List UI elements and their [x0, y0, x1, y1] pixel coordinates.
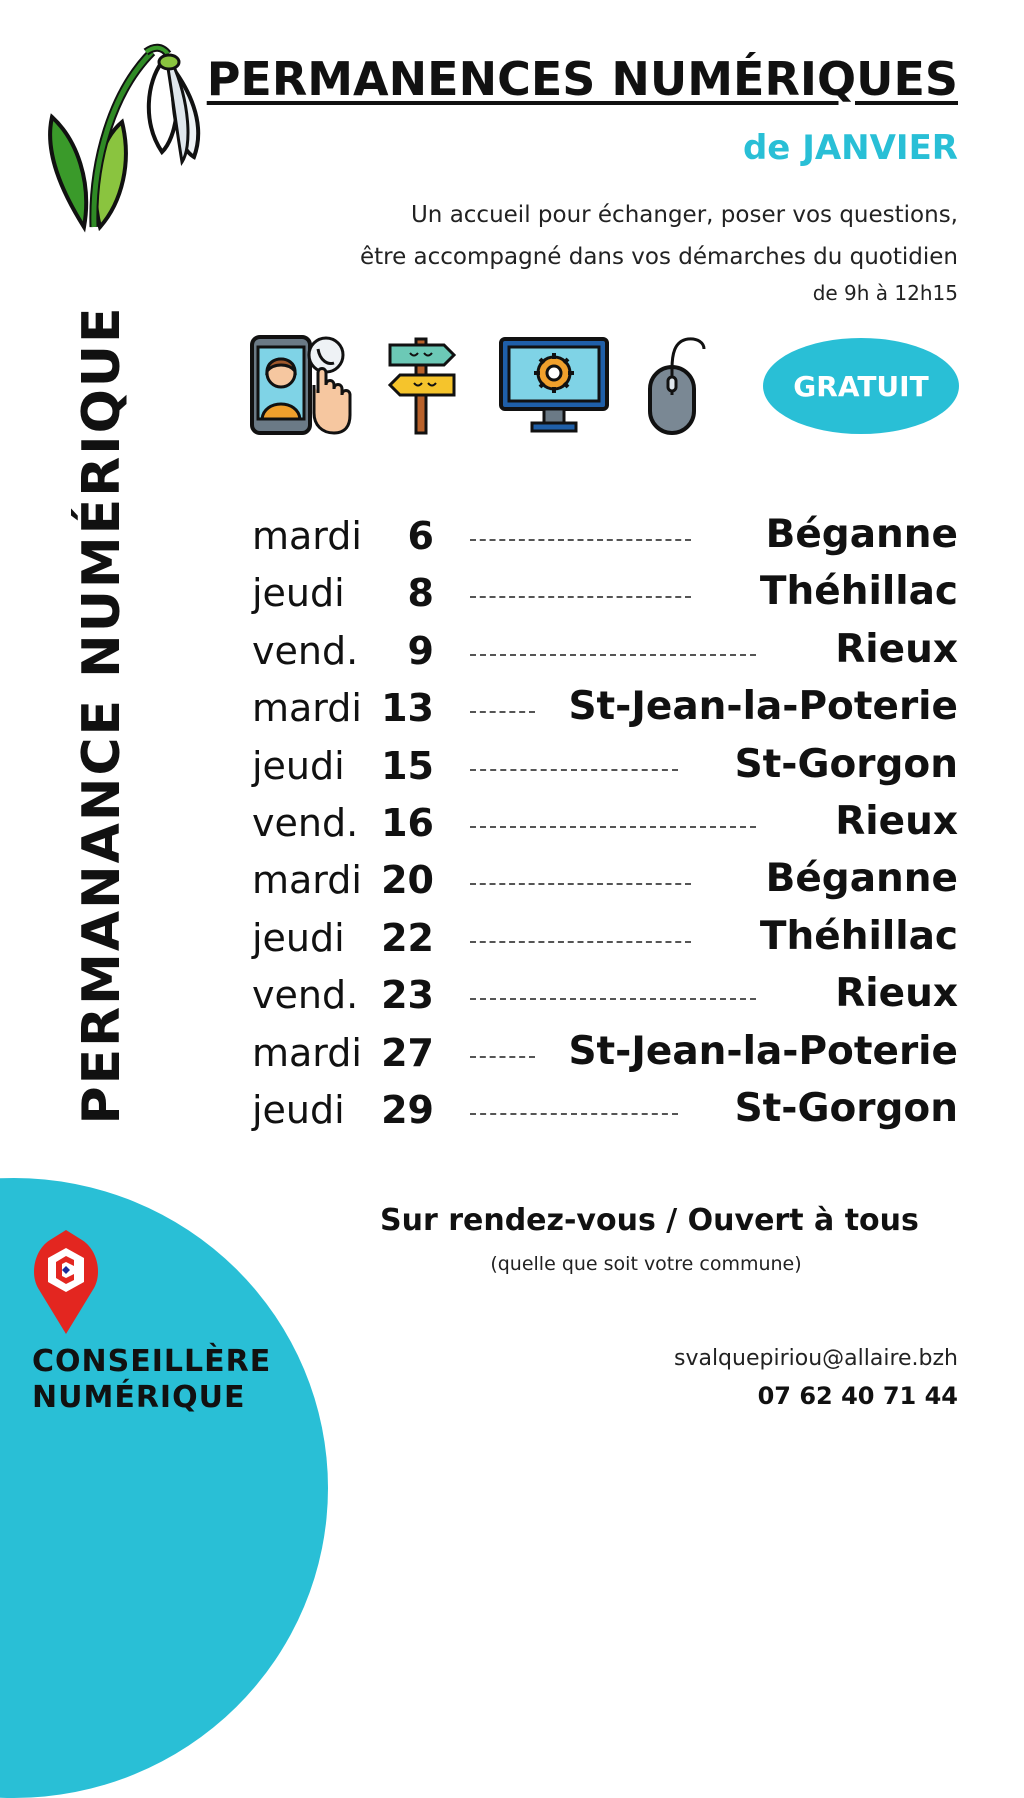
schedule-date: 15 [381, 743, 434, 788]
schedule-dash-leader [470, 1056, 535, 1058]
schedule-row [252, 795, 958, 852]
schedule-list [252, 508, 958, 1139]
schedule-day: vend. [252, 973, 359, 1018]
schedule-date: 6 [407, 514, 434, 558]
schedule-dash-leader [470, 769, 678, 771]
schedule-dash-leader [470, 998, 756, 1000]
intro-line-1: Un accueil pour échanger, poser vos questions, [410, 202, 958, 228]
commune-note: (quelle que soit votre commune) [490, 1253, 802, 1275]
page-title: PERMANENCES NUMÉRIQUES [206, 52, 958, 106]
schedule-row [252, 852, 958, 909]
schedule-date: 13 [381, 686, 434, 731]
schedule-row [252, 967, 958, 1024]
schedule-date: 9 [407, 628, 434, 673]
schedule-row [252, 738, 958, 795]
role-line-1: CONSEILLÈRE [32, 1344, 272, 1379]
schedule-place: St-Jean-la-Poterie [568, 1028, 958, 1074]
schedule-place: St-Gorgon [734, 741, 958, 787]
free-badge: GRATUIT [763, 338, 959, 434]
schedule-dash-leader [470, 941, 691, 943]
schedule-place: Rieux [835, 626, 958, 672]
schedule-row [252, 565, 958, 622]
schedule-place: Béganne [765, 512, 958, 557]
schedule-row [252, 1025, 958, 1082]
schedule-dash-leader [470, 883, 691, 885]
schedule-dash-leader [470, 654, 756, 656]
mouse-icon [644, 333, 708, 437]
computer-settings-icon [498, 333, 610, 437]
appointment-info: Sur rendez-vous / Ouvert à tous [380, 1203, 919, 1238]
schedule-place: St-Jean-la-Poterie [568, 684, 958, 730]
schedule-date: 29 [381, 1087, 434, 1132]
smartphone-video-call-icon [248, 333, 352, 437]
intro-text [360, 194, 958, 308]
schedule-row [252, 623, 958, 680]
schedule-place: St-Gorgon [734, 1085, 958, 1131]
schedule-date: 22 [381, 915, 434, 960]
schedule-place: Rieux [835, 971, 958, 1017]
schedule-day: jeudi [252, 915, 345, 960]
month-subtitle: de JANVIER [742, 128, 958, 168]
schedule-date: 8 [407, 571, 434, 616]
schedule-day: jeudi [252, 1087, 345, 1132]
schedule-day: jeudi [252, 743, 345, 788]
signpost-icon [386, 333, 458, 437]
schedule-day: mardi [252, 686, 362, 731]
intro-line-2: être accompagné dans vos démarches du quotidien [359, 244, 958, 270]
schedule-dash-leader [470, 539, 691, 541]
map-pin-logo-icon [30, 1226, 102, 1338]
schedule-row [252, 680, 958, 737]
schedule-day: mardi [252, 858, 362, 903]
schedule-date: 27 [381, 1030, 434, 1075]
opening-hours: de 9h à 12h15 [812, 281, 958, 305]
schedule-day: mardi [252, 1030, 362, 1075]
schedule-day: jeudi [252, 571, 345, 616]
schedule-row [252, 910, 958, 967]
contact-email[interactable]: svalquepiriou@allaire.bzh [673, 1346, 958, 1371]
schedule-row [252, 508, 958, 565]
schedule-place: Théhillac [759, 913, 958, 959]
schedule-date: 16 [381, 800, 434, 845]
schedule-place: Théhillac [759, 569, 958, 615]
schedule-dash-leader [470, 596, 691, 598]
snowdrop-flower-icon [22, 22, 222, 237]
role-label [32, 1344, 271, 1416]
schedule-date: 20 [381, 858, 434, 903]
schedule-place: Béganne [765, 856, 958, 902]
schedule-dash-leader [470, 826, 756, 828]
schedule-row [252, 1082, 958, 1139]
side-title: PERMANANCE NUMÉRIQUE [72, 305, 132, 1125]
schedule-date: 23 [381, 973, 434, 1018]
schedule-day: mardi [252, 514, 362, 558]
schedule-place: Rieux [835, 798, 958, 844]
contact-phone[interactable]: 07 62 40 71 44 [757, 1382, 958, 1410]
schedule-dash-leader [470, 1113, 678, 1115]
schedule-day: vend. [252, 628, 359, 673]
role-line-2: NUMÉRIQUE [32, 1380, 246, 1415]
icon-row [248, 333, 718, 438]
schedule-dash-leader [470, 711, 535, 713]
schedule-day: vend. [252, 800, 359, 845]
